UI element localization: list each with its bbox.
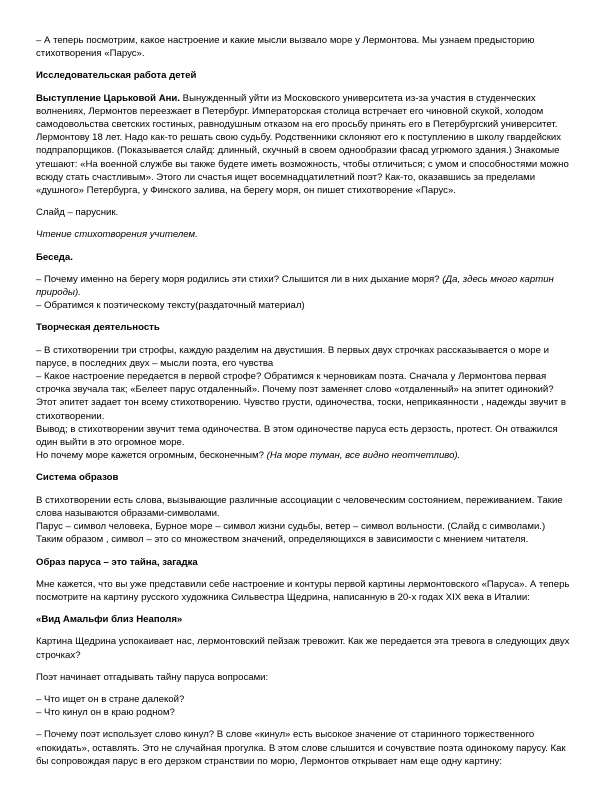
final-paragraph: – Почему поэт использует слово кинул? В слове «кинул» есть высокое значение от старинного торжественного «покидать», оставлять. Это не случайная прогулка. В этом слове слышится и сочувствие поэта одинокому парусу. Как бы сопровождая парус в его дерзком странствии по морю, Лермонтов открывает нам еще одну картину:	[36, 729, 566, 767]
creative-question-answer: (На море туман, все видно неотчетливо).	[266, 450, 461, 462]
creative-conclusion: Вывод; в стихотворении звучит тема одиночества. В этом одиночестве паруса есть дерзость, протест. Он отважился один выйти в это огромное море.	[36, 423, 558, 449]
images-paragraph-1: В стихотворении есть слова, вызывающие различные ассоциации с человеческим состоянием, переживанием. Такие слова называются образами-символами.	[36, 494, 563, 519]
heading-talk: Беседа.	[36, 251, 73, 263]
riddle-line: Поэт начинает отгадывать тайну паруса вопросами:	[36, 671, 269, 683]
talk-answer: (Да, здесь много картин природы).	[36, 273, 554, 299]
heading-research: Исследовательская работа детей	[36, 70, 197, 82]
intro-paragraph: – А теперь посмотрим, какое настроение и какие мысли вызвало море у Лермонтова. Мы узнаем предысторию стихотворения «Парус».	[36, 35, 535, 60]
question-2: – Что кинул он в краю родном?	[36, 707, 175, 719]
images-paragraph-2: Парус – символ человека, Бурное море – символ жизни судьбы, ветер – символ вольности. (Слайд с символами.)	[36, 521, 546, 533]
sail-paragraph: Мне кажется, что вы уже представили себе настроение и контуры первой картины лермонтовского «Паруса». А теперь посмотрите на картину русского художника Сильвестра Щедрина, написанную в 20-х годах XIX века в Италии:	[36, 578, 570, 603]
heading-creative: Творческая деятельность	[36, 322, 160, 334]
images-paragraph-3: Таким образом , символ – это со множеством значений, определяющихся в зависимости с мнением читателя.	[36, 534, 529, 546]
speech-lead: Выступление Царьковой Ани.	[36, 92, 180, 104]
creative-paragraph-2: – Какое настроение передается в первой строфе? Обратимся к черновикам поэта. Сначала у Лермонтова первая строчка звучала так; «Белеет парус отдаленный». Почему поэт заменяет слово «отдаленный» на эпитет одинокий? Этот эпитет задает тон всему стихотворению. Чувство грусти, одиночества, тоски, неприкаянности , надежды звучит в стихотворении.	[36, 371, 566, 422]
speech-paragraph	[36, 92, 576, 198]
speech-body: Вынужденный уйти из Московского университета из-за участия в студенческих волнениях, Лермонтов переезжает в Петербург. Императорская столица встречает его чиновной скукой, холодом самодовольства светских гостиных, равнодушным отказом на его просьбу принять его в Петербургский университет. Лермонтову 18 лет. Надо как-то решать свою судьбу. Родственники склоняют его к поступлению в школу гвардейских подпрапорщиков. (Показывается слайд: длинный, скучный в своем однообразии фасад угрюмого здания.) Знакомые утешают: «На военной службе вы также будете иметь возможность, чтобы отличиться; с умом и способностями можно всюду стать счастливым». Этого ли счастья ищет восемнадцатилетний поэт? Как-то, оказавшись за пределами «душного» Петербурга, у Финского залива, на берегу моря, он пишет стихотворение «Парус».	[36, 92, 569, 197]
heading-images: Система образов	[36, 472, 119, 484]
teacher-reading-line: Чтение стихотворения учителем.	[36, 229, 198, 241]
creative-question	[36, 449, 576, 462]
talk-question	[36, 273, 576, 299]
talk-text-line: – Обратимся к поэтическому тексту(раздаточный материал)	[36, 300, 305, 312]
creative-paragraph-1: – В стихотворении три строфы, каждую разделим на двустишия. В первых двух строчках рассказывается о море и парусе, в последних двух – мысли поэта, его чувства	[36, 344, 549, 369]
heading-painting: «Вид Амальфи близ Неаполя»	[36, 614, 183, 626]
painting-paragraph: Картина Щедрина успокаивает нас, лермонтовский пейзаж тревожит. Как же передается эта тревога в следующих двух строчках?	[36, 636, 570, 661]
heading-sail-mystery: Образ паруса – это тайна, загадка	[36, 556, 198, 568]
question-1: – Что ищет он в стране далекой?	[36, 693, 185, 705]
creative-question-text: Но почему море кажется огромным, бесконечным?	[36, 450, 267, 462]
slide-sail-line: Слайд – парусник.	[36, 207, 119, 219]
talk-question-text: – Почему именно на берегу моря родились эти стихи? Слышится ли в них дыхание моря?	[36, 273, 443, 285]
